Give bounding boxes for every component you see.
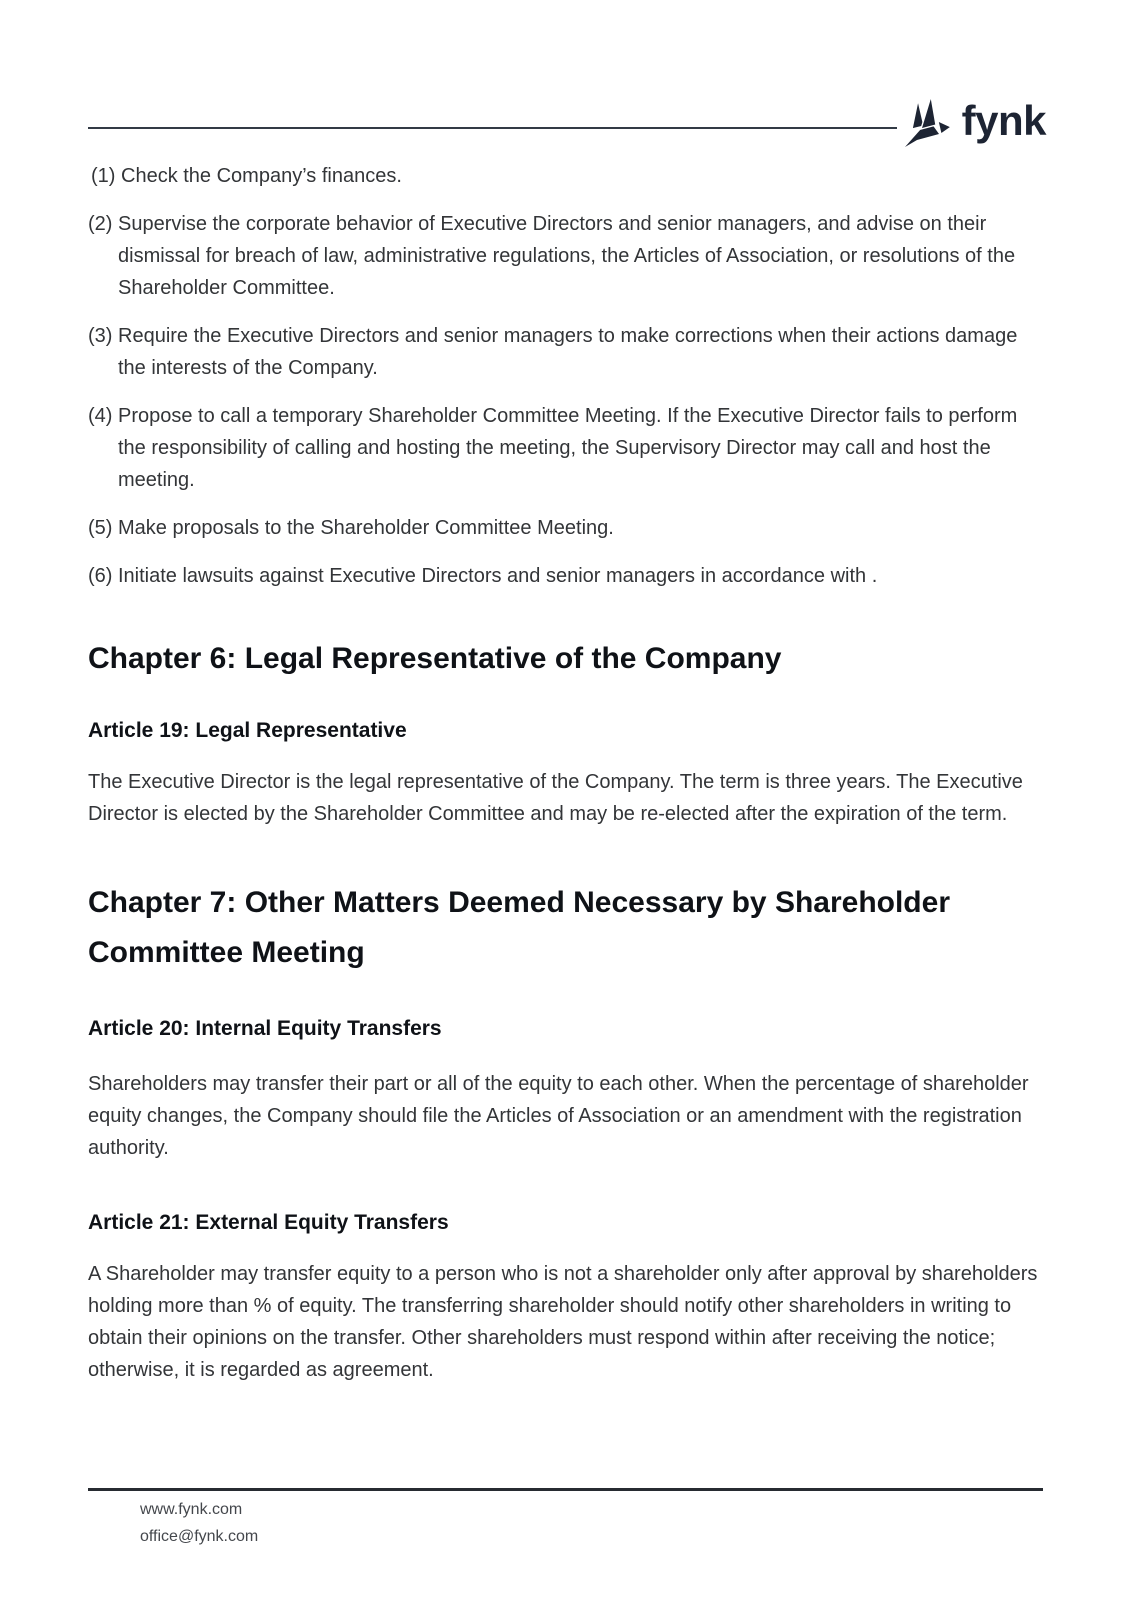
list-item-marker: (4) [88, 405, 113, 427]
article-21-body: A Shareholder may transfer equity to a person who is not a shareholder only after approval by shareholders holding more than % of equity. The transferring shareholder should notify other shareholders in writing to obtain their opinions on the transfer. Other shareholders must respond within after receiving the notice; otherwise, it is regarded as agreement. [88, 1263, 1038, 1381]
document-body [88, 160, 1043, 1386]
list-item [88, 560, 1043, 592]
list-item-text: Propose to call a temporary Shareholder Committee Meeting. If the Executive Director fails to perform the responsibility of calling and hosting the meeting, the Supervisory Director may call and host the meeting. [118, 405, 1018, 491]
list-item [88, 208, 1043, 304]
origami-bird-icon [901, 96, 953, 152]
list-item-text: Initiate lawsuits against Executive Directors and senior managers in accordance with . [118, 565, 878, 587]
chapter-6-heading: Chapter 6: Legal Representative of the Company [88, 642, 782, 675]
article-21-heading: Article 21: External Equity Transfers [88, 1211, 449, 1234]
footer-website: www.fynk.com [140, 1501, 243, 1518]
article-19-heading: Article 19: Legal Representative [88, 719, 407, 742]
list-item-text: Make proposals to the Shareholder Committee Meeting. [118, 517, 614, 539]
article-20-heading: Article 20: Internal Equity Transfers [88, 1017, 442, 1040]
list-item [88, 400, 1043, 496]
footer-email: office@fynk.com [140, 1528, 259, 1545]
list-item-marker: (3) [88, 325, 113, 347]
list-item [88, 320, 1043, 384]
footer-contact [140, 1496, 258, 1550]
article-20-body: Shareholders may transfer their part or all of the equity to each other. When the percentage of shareholder equity changes, the Company should file the Articles of Association or an amendment with the registration authority. [88, 1073, 1029, 1159]
footer-divider [88, 1488, 1043, 1491]
list-item [88, 512, 1043, 544]
list-item-text: Check the Company’s finances. [121, 165, 402, 187]
supervisory-duties-list [88, 160, 1043, 592]
list-item-marker: (5) [88, 517, 113, 539]
brand-wordmark: fynk [961, 97, 1046, 144]
header-divider [88, 127, 897, 129]
list-item [91, 160, 1043, 192]
list-item-marker: (6) [88, 565, 113, 587]
list-item-marker: (2) [88, 213, 113, 235]
article-19-body: The Executive Director is the legal representative of the Company. The term is three years. The Executive Director is elected by the Shareholder Committee and may be re-elected after the expiration of the term. [88, 771, 1023, 825]
fynk-logo [901, 96, 1046, 152]
list-item-marker: (1) [91, 165, 116, 187]
chapter-7-heading: Chapter 7: Other Matters Deemed Necessary by Shareholder Committee Meeting [88, 886, 950, 969]
list-item-text: Require the Executive Directors and senior managers to make corrections when their actions damage the interests of the Company. [118, 325, 1018, 379]
list-item-text: Supervise the corporate behavior of Executive Directors and senior managers, and advise on their dismissal for breach of law, administrative regulations, the Articles of Association, or resolutions of the Shareholder Committee. [118, 213, 1016, 299]
